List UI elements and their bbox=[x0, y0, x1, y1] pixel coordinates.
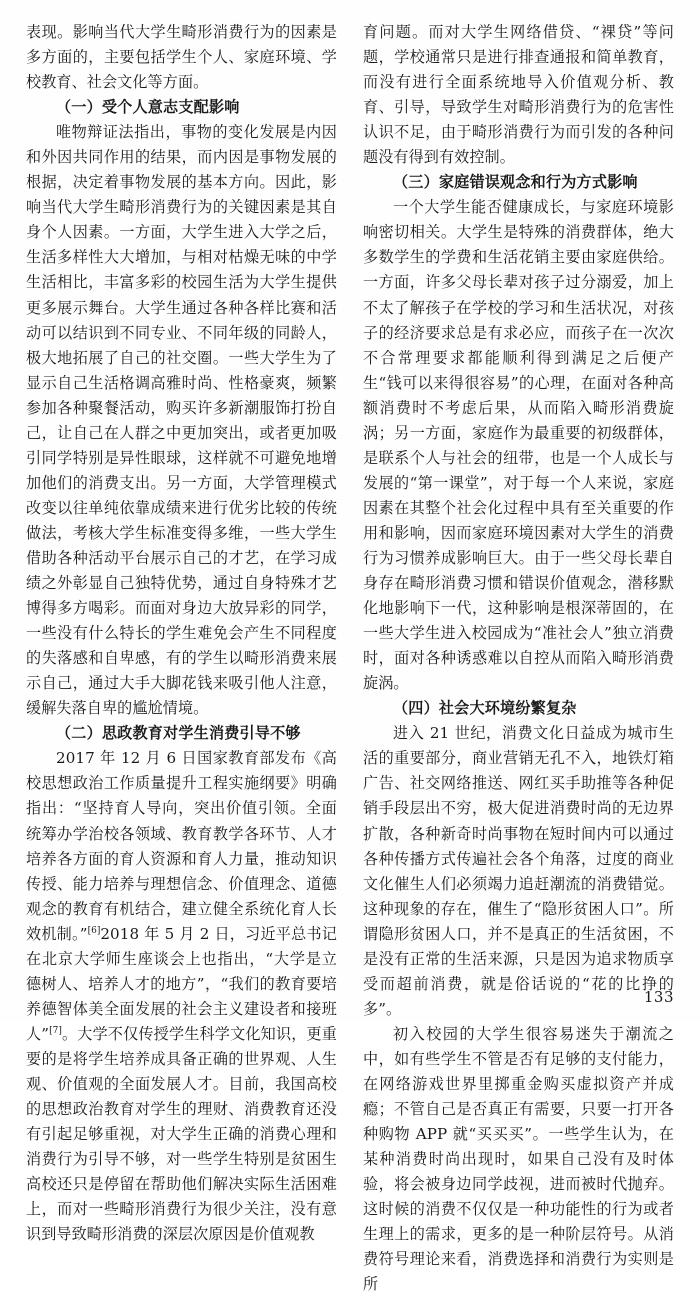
paragraph: 一个大学生能否健康成长，与家庭环境影响密切相关。大学生是特殊的消费群体，绝大多数学生的学费和生活花销主要由家庭供给。一方面，许多父母长辈对孩子过分溺爱，加上不太了解孩子在学校的学习和生活状况，对孩子的经济要求总是有求必应，而孩子在一次次不合常理要求都能顺利得到满足之后便产生“钱可以来得很容易”的心理，在面对各种高额消费时不考虑后果，从而陷入畸形消费旋涡；另一方面，家庭作为最重要的初级群体，是联系个人与社会的纽带，也是一个人成长与发展的“第一课堂”，对于每一个人来说，家庭因素在其整个社会化过程中具有至关重要的作用和影响，因而家庭环境因素对大学生的消费行为习惯养成影响巨大。由于一些父母长辈自身存在畸形消费习惯和错误价值观念，潜移默化地影响下一代，这种影响是根深蒂固的，在一些大学生进入校园成为“准社会人”独立消费时，面对各种诱惑难以自控从而陷入畸形消费旋涡。 bbox=[363, 198, 674, 693]
page-number: 133 bbox=[643, 988, 674, 1006]
paragraph: 初入校园的大学生很容易迷失于潮流之中，如有些学生不管是否有足够的支付能力，在网络游戏世界里掷重金购买虚拟资产并成瘾；不管自己是否真正有需要，只要一打开各种购物 APP 就“买买买”。一些学生认为，在某种消费时尚出现时，如果自己没有及时体验，将会被身边同学歧视，进而被时代抛弃。这时候的消费不仅仅是一种功能性的行为或者生理上的需求，更多的是一种阶层符号。从消费符号理论来看，消费选择和消费行为实则是所 bbox=[363, 1024, 674, 1294]
paragraph-with-citations: 2017 年 12 月 6 日国家教育部发布《高校思想政治工作质量提升工程实施纲要》明确指出：“坚持育人导向，突出价值引领。全面统筹办学治校各领域、教育教学各环节、人才培养各方面的育人资源和育人力量，推动知识传授、能力培养与理想信念、价值理念、道德观念的教育有机结合，建立健全系统化育人长效机制。”[6]2018 年 5 月 2 日，习近平总书记在北京大学师生座谈会上也指出，“大学是立德树人、培养人才的地方”，“我们的教育要培养德智体美全面发展的社会主义建设者和接班人”[7]。大学不仅传授学生科学文化知识，更重要的是将学生培养成具备正确的世界观、人生观、价值观的全面发展人才。目前，我国高校的思想政治教育对学生的理财、消费教育还没有引起足够重视，对大学生正确的消费心理和消费行为引导不够，对一些学生特别是贫困生高校还只是停留在帮助他们解决实际生活困难上，而对一些畸形消费行为很少关注，没有意识到导致畸形消费的深层次原因是价值观教 bbox=[26, 749, 337, 1244]
paragraph: 进入 21 世纪，消费文化日益成为城市生活的重要部分，商业营销无孔不入，地铁灯箱广告、社交网络推送、网红买手助推等各种促销手段层出不穷，极大促进消费时尚的无边界扩散，各种新奇时尚事物在短时间内可以通过各种传播方式传遍社会各个角落，过度的商业文化催生人们必须竭力追赶潮流的消费错觉。这种现象的存在，催生了“隐形贫困人口”。所谓隐形贫困人口，并不是真正的生活贫困，不是没有正常的生活来源，只是因为追求物质享受而超前消费，就是俗话说的“花的比挣的多”。 bbox=[363, 724, 674, 1018]
paragraph: 育问题。而对大学生网络借贷、“裸贷”等问题，学校通常只是进行排查通报和简单教育，而没有进行全面系统地导入价值观分析、教育、引导，导致学生对畸形消费行为的危害性认识不足，由于畸形消费行为而引发的各种问题没有得到有效控制。 bbox=[363, 23, 674, 167]
section-heading-1: （一）受个人意志支配影响 bbox=[56, 98, 240, 117]
section-heading-3: （三）家庭错误观念和行为方式影响 bbox=[393, 173, 638, 192]
section-heading-4: （四）社会大环境纷繁复杂 bbox=[393, 699, 577, 718]
section-heading-2: （二）思政教育对学生消费引导不够 bbox=[56, 724, 301, 743]
paragraph: 唯物辩证法指出，事物的变化发展是内因和外因共同作用的结果，而内因是事物发展的根据，决定着事物发展的基本方向。因此，影响当代大学生畸形消费行为的关键因素是其自身个人因素。一方面，大学生进入大学之后，生活多样性大大增加，与相对枯燥无味的中学生活相比，丰富多彩的校园生活为大学生提供更多展示舞台。大学生通过各种各样比赛和活动可以结识到不同专业、不同年级的同龄人，极大地拓展了自己的社交圈。一些大学生为了显示自己生活格调高雅时尚、性格豪爽，频繁参加各种聚餐活动，购买许多新潮服饰打扮自己，让自己在人群之中更加突出，或者更加吸引同学特别是异性眼球，这样就不可避免地增加他们的消费支出。另一方面，大学管理模式改变以往单纯依靠成绩来进行优劣比较的传统做法，考核大学生标准变得多维，一些大学生借助各种活动平台展示自己的才艺，在学习成绩之外彰显自己独特优势，通过自身特殊才艺博得多方喝彩。而面对身边大放异彩的同学，一些没有什么特长的学生难免会产生不同程度的失落感和自卑感，有的学生以畸形消费来展示自己，通过大手大脚花钱来吸引他人注意，缓解失落自卑的尴尬情境。 bbox=[26, 123, 337, 718]
citation-marker: [7] bbox=[49, 1025, 62, 1036]
paragraph: 表现。影响当代大学生畸形消费行为的因素是多方面的，主要包括学生个人、家庭环境、学校教育、社会文化等方面。 bbox=[26, 23, 337, 92]
citation-marker: [6] bbox=[87, 925, 101, 936]
left-column bbox=[26, 20, 337, 1244]
